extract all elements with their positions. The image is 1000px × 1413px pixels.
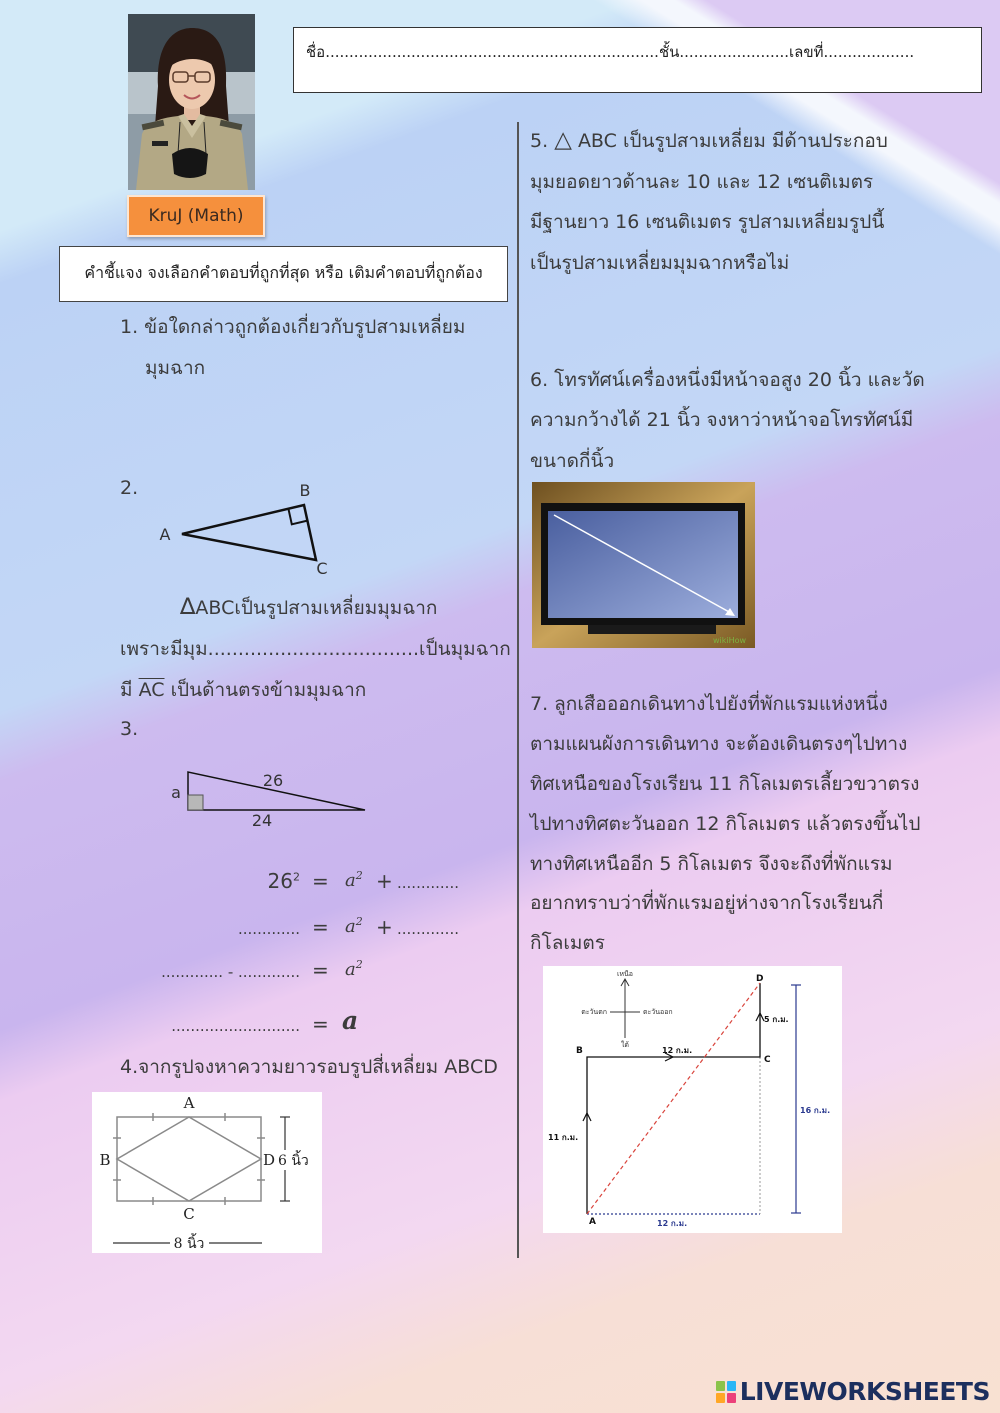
liveworksheets-logo-text: LIVEWORKSHEETS: [739, 1377, 990, 1406]
eq3-var: [345, 957, 363, 983]
point-a: A: [589, 1217, 596, 1227]
eq2-var-value: a: [345, 916, 356, 937]
q7-route-diagram: [543, 966, 842, 1233]
q2-statement: [180, 595, 437, 620]
distance-cd: 5 ก.ม.: [764, 1015, 789, 1024]
logo-square-orange: [716, 1393, 725, 1403]
q3-base-label: 24: [251, 811, 273, 830]
distance-total-height: 16 ก.ม.: [800, 1106, 831, 1115]
eq1-var-value: a: [345, 870, 356, 891]
q4-vertex-c: C: [183, 1205, 195, 1223]
q6-line-1: 6. โทรทัศน์เครื่องหนึ่งมีหน้าจอสูง 20 นิ้ว และวัด: [530, 369, 925, 391]
q7-line-4: ไปทางทิศตะวันออก 12 กิโลเมตร แล้วตรงขึ้นไป: [530, 813, 921, 835]
distance-bottom: 12 ก.ม.: [657, 1219, 688, 1228]
q7-line-3: ทิศเหนือของโรงเรียน 11 กิโลเมตรเลี้ยวขวาตรง: [530, 773, 920, 795]
eq1-left-value: 26: [267, 869, 293, 893]
eq3-blank-left: ............. - .............: [161, 963, 300, 981]
teacher-label: KruJ (Math): [127, 195, 265, 237]
eq1-plus: +: [376, 869, 393, 893]
q2-side-ac: $\overline{AC}$: [138, 679, 165, 701]
tv-stand: [588, 625, 716, 634]
triangle-symbol: △: [554, 127, 572, 153]
eq4-blank-left: ...........................: [171, 1017, 300, 1035]
eq2-var-exponent: 2: [355, 915, 363, 928]
eq3-equals: =: [312, 958, 329, 982]
q5-line-4: เป็นรูปสามเหลี่ยมมุมฉากหรือไม่: [530, 252, 790, 274]
q2-vertex-b: B: [299, 481, 311, 500]
q3-hypotenuse-label: 26: [262, 771, 284, 790]
eq2-var: [345, 914, 363, 940]
q3-right-angle-mark: [188, 795, 203, 810]
distance-bc: 12 ก.ม.: [662, 1046, 693, 1055]
liveworksheets-logo-icon: [716, 1381, 736, 1403]
q7-line-7: กิโลเมตร: [530, 932, 605, 954]
photo-name-tag: [152, 141, 168, 146]
q6-line-3: ขนาดกี่นิ้ว: [530, 450, 615, 472]
logo-square-pink: [727, 1393, 736, 1403]
eq2-blank-right: .............: [397, 920, 459, 938]
q2-number: 2.: [120, 477, 139, 499]
compass-west: ตะวันตก: [581, 1008, 607, 1016]
q7-line-5: ทางทิศเหนืออีก 5 กิโลเมตร จึงจะถึงที่พักแรม: [530, 853, 893, 875]
instructions-box: [59, 246, 508, 302]
eq3-var-exponent: 2: [355, 958, 363, 971]
q5-line-3: มีฐานยาว 16 เซนติเมตร รูปสามเหลี่ยมรูปนี้: [530, 211, 885, 233]
q6-tv-image: [532, 482, 755, 648]
q2-vertex-c: C: [316, 559, 328, 578]
logo-square-green: [716, 1381, 725, 1391]
eq1-left: [90, 868, 300, 894]
eq1-var: [345, 868, 363, 894]
liveworksheets-logo[interactable]: [716, 1377, 990, 1406]
height-dimension-line: [791, 985, 801, 1213]
distance-ab: 11 ก.ม.: [548, 1133, 579, 1142]
q7-line-6: อยากทราบว่าที่พักแรมอยู่ห่างจากโรงเรียนกี่: [530, 892, 884, 914]
eq1-left-exponent: 2: [293, 870, 300, 884]
instructions-text: คำชี้แจง จงเลือกคำตอบที่ถูกที่สุด หรือ เติมคำตอบที่ถูกต้อง: [84, 263, 483, 282]
q7-line-1: 7. ลูกเสือออกเดินทางไปยังที่พักแรมแห่งหนึ่ง: [530, 693, 888, 715]
route-direct-dashed: [587, 983, 760, 1214]
q5-number: 5.: [530, 130, 549, 152]
eq2-blank-left: .............: [238, 920, 300, 938]
eq4-equals: =: [312, 1012, 329, 1036]
student-info-box: [293, 27, 982, 93]
q4-vertex-a: A: [183, 1094, 195, 1112]
point-b: B: [576, 1046, 583, 1056]
point-d: D: [756, 974, 764, 984]
eq4-var: a: [342, 1006, 359, 1035]
q2-side-suffix: เป็นด้านตรงข้ามมุมฉาก: [170, 679, 367, 701]
q4-tick-marks: [113, 1113, 265, 1205]
q3-side-a-label: a: [171, 783, 181, 802]
compass-north: เหนือ: [617, 970, 633, 978]
q2-statement-text: ABCเป็นรูปสามเหลี่ยมมุมฉาก: [195, 597, 438, 619]
compass-east: ตะวันออก: [643, 1008, 673, 1016]
q4-width-label: 8 นิ้ว: [173, 1236, 205, 1252]
eq3-var-value: a: [345, 959, 356, 980]
q4-rectangle: [117, 1117, 261, 1201]
compass: [610, 979, 640, 1038]
tv-watermark: wikiHow: [713, 636, 747, 645]
eq2-equals: =: [312, 915, 329, 939]
q1-line-1: 1. ข้อใดกล่าวถูกต้องเกี่ยวกับรูปสามเหลี่ยม: [120, 316, 466, 338]
teacher-photo: [128, 14, 255, 190]
logo-square-blue: [727, 1381, 736, 1391]
eq1-var-exponent: 2: [355, 869, 363, 882]
q5-line-2: มุมยอดยาวด้านละ 10 และ 12 เซนติเมตร: [530, 171, 874, 193]
q4-vertex-d: D: [262, 1151, 276, 1169]
q6-line-2: ความกว้างได้ 21 นิ้ว จงหาว่าหน้าจอโทรทัศน์มี: [530, 409, 914, 431]
q4-height-label: 6 นิ้ว: [278, 1153, 309, 1169]
compass-south: ใต้: [621, 1041, 629, 1049]
q3-triangle-figure: [165, 760, 375, 835]
q4-vertex-b: B: [99, 1151, 111, 1169]
q2-triangle: [182, 505, 316, 560]
photo-face-mask: [172, 148, 208, 178]
eq2-plus: +: [376, 915, 393, 939]
delta-symbol: ∆: [180, 594, 196, 620]
q5-line-1-text: ABC เป็นรูปสามเหลี่ยม มีด้านประกอบ: [577, 130, 888, 152]
q3-number: 3.: [120, 718, 139, 740]
q5-line-1: [530, 128, 888, 153]
q4-figure: [92, 1092, 322, 1253]
eq1-blank: .............: [397, 874, 459, 892]
q2-vertex-a: A: [159, 525, 171, 544]
q4-rhombus-abcd: [117, 1117, 261, 1201]
q2-triangle-figure: [150, 478, 350, 578]
point-c: C: [764, 1055, 771, 1065]
column-divider: [517, 122, 519, 1258]
q4-question: 4.จากรูปจงหาความยาวรอบรูปสี่เหลี่ยม ABCD: [120, 1056, 498, 1078]
q1-line-2: มุมฉาก: [145, 357, 206, 379]
q2-side-prefix: มี: [120, 679, 133, 701]
q2-reason: เพราะมีมุม...................................เป็นมุมฉาก: [120, 638, 511, 660]
student-info-line: ชื่อ......................................................................ชั้น.......................เลขที่...................: [306, 43, 915, 61]
q7-line-2: ตามแผนผังการเดินทาง จะต้องเดินตรงๆไปทาง: [530, 733, 908, 755]
q2-hypotenuse-line: [120, 678, 366, 702]
eq1-equals: =: [312, 869, 329, 893]
